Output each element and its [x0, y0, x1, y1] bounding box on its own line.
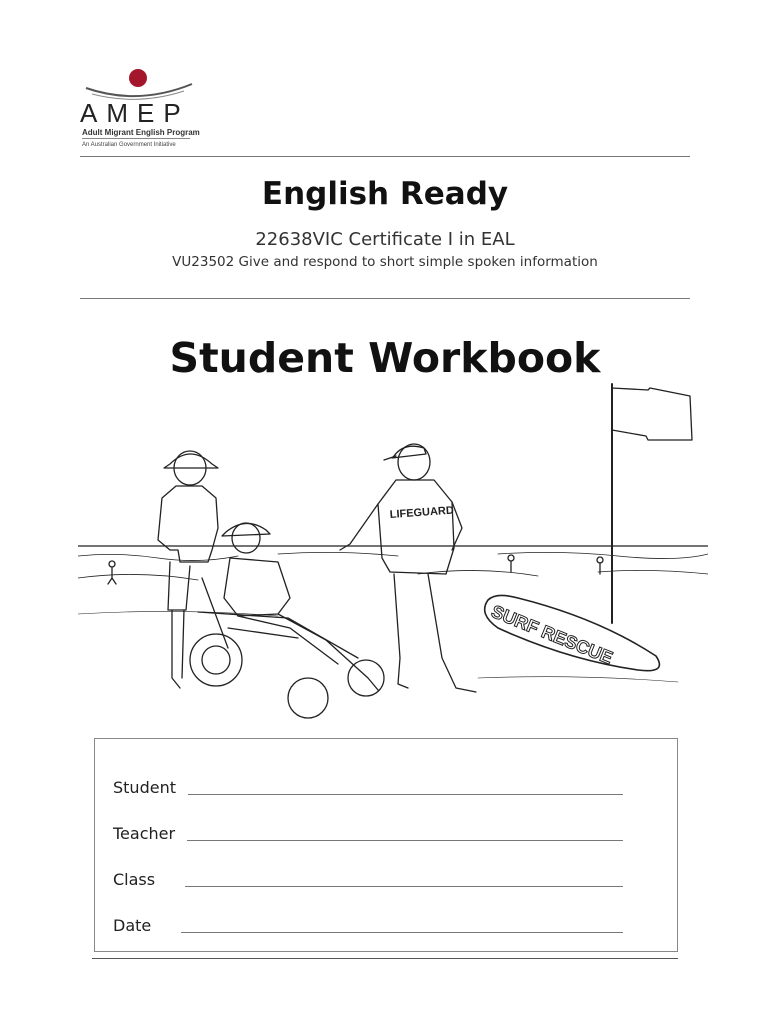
student-field[interactable] [188, 793, 623, 795]
class-field[interactable] [185, 885, 623, 887]
teacher-label: Teacher [113, 824, 176, 843]
student-details-form [94, 738, 678, 952]
middle-divider [80, 298, 690, 299]
student-label: Student [113, 778, 176, 797]
course-title: English Ready [261, 176, 509, 212]
form-row-teacher [113, 817, 623, 843]
top-divider [80, 156, 690, 157]
workbook-title: Student Workbook [169, 334, 601, 382]
date-field[interactable] [181, 931, 623, 933]
bottom-divider [92, 958, 678, 959]
form-row-student [113, 771, 623, 797]
lifeguard-shirt-text: LIFEGUARD [389, 504, 455, 521]
teacher-field[interactable] [187, 839, 623, 841]
surfboard-text: SURF RESCUE [488, 601, 616, 669]
logo-initiative: An Australian Government Initiative [82, 142, 176, 148]
date-label: Date [113, 916, 152, 935]
beach-lifeguard-wheelchair-illustration [78, 378, 708, 728]
logo-wordmark: AMEP [80, 98, 190, 128]
unit-line: VU23502 Give and respond to short simple spoken information [172, 254, 598, 270]
logo-divider [82, 138, 190, 139]
form-row-class [113, 863, 623, 889]
form-row-date [113, 909, 623, 935]
class-label: Class [113, 870, 156, 889]
logo-program-name: Adult Migrant English Program [82, 128, 200, 137]
certificate-line: 22638VIC Certificate I in EAL [255, 229, 515, 250]
